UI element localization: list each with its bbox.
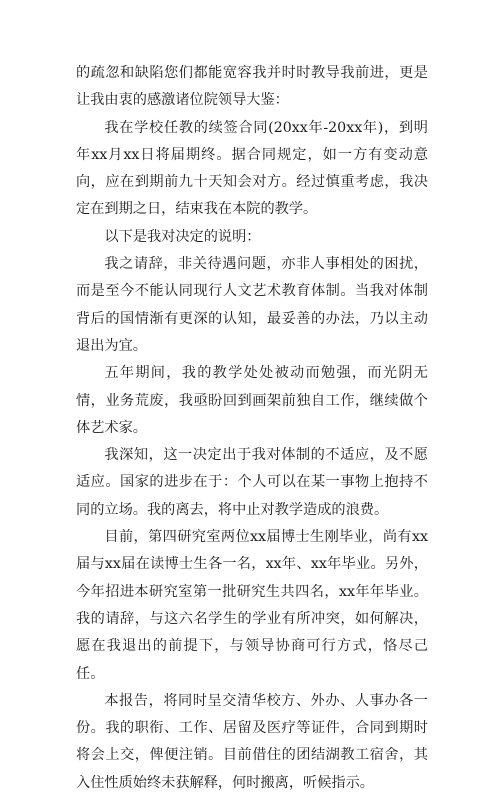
paragraph-five-years: 五年期间，我的教学处处被动而勉强，而光阴无情，业务荒废，我亟盼回到画架前独自工作，继续做个体艺术家。 xyxy=(76,365,428,436)
paragraph-contract: 我在学校任教的续签合同(20xx年-20xx年)，到明年xx月xx日将届期终。据合同规定，如一方有变动意向，应在到期前九十天知会对方。经过慎重考虑，我决定在到期之日，结束我在本院的教学。 xyxy=(76,119,428,218)
paragraph-students: 目前，第四研究室两位xx届博士生刚毕业，尚有xx届与xx届在读博士生各一名，xx年、xx年毕业。另外，今年招进本研究室第一批研究生共四名，xx年年毕业。我的请辞，与这六名学生的学业有所冲突，如何解决，愿在我退出的前提下，与领导协商可行方式，恪尽己任。 xyxy=(76,529,428,682)
paragraph-intro: 以下是我对决定的说明： xyxy=(104,228,261,245)
paragraph-reason: 我之请辞，非关待遇问题，亦非人事相处的困扰，而是至今不能认同现行人文艺术教育体制。当我对体制背后的国情渐有更深的认知，最妥善的办法，乃以主动退出为宜。 xyxy=(76,256,428,354)
paragraph-report: 本报告，将同时呈交清华校方、外办、人事办各一份。我的职衔、工作、居留及医疗等证件，合同到期时将会上交，俾便注销。目前借住的团结湖教工宿舍，其入住性质始终未获解释，何时搬离，听候指示。 xyxy=(76,692,428,791)
paragraph-opening: 的疏忽和缺陷您们都能宽容我并时时教导我前进，更是让我由衷的感激诸位院领导大鉴： xyxy=(76,65,428,109)
paragraph-decision: 我深知，这一决定出于我对体制的不适应，及不愿适应。国家的进步在于：个人可以在某一事物上抱持不同的立场。我的离去，将中止对教学造成的浪费。 xyxy=(76,447,428,518)
